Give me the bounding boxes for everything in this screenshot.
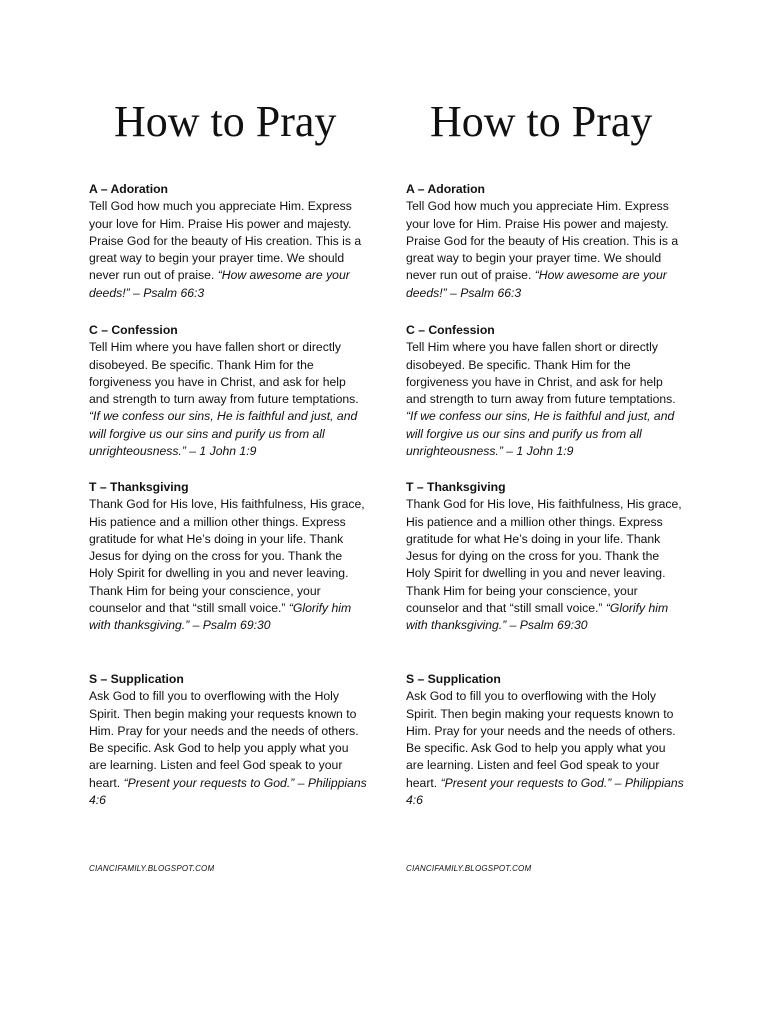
section-body: Tell Him where you have fallen short or directly disobeyed. Be specific. Thank Him for the forgiveness you have in Christ, and ask for help and strength to turn away from future temptations. bbox=[406, 340, 676, 407]
section-heading: C – Confession bbox=[406, 323, 495, 337]
section-body: Tell God how much you appreciate Him. Express your love for Him. Praise His power and majesty. Praise God for the beauty of His creation. This is a great way to begin your prayer time. We should never run out of praise. bbox=[89, 199, 362, 283]
scripture-quote: “Glorify him with thanksgiving.” – Psalm 69:30 bbox=[406, 601, 669, 633]
section-heading: S – Supplication bbox=[89, 672, 184, 686]
section-body: Thank God for His love, His faithfulness, His grace, His patience and a million other things. Express gratitude for what He’s doing in your life. Thank Jesus for dying on the cross for you. Thank the Holy Spirit for dwelling in you and never leaving. Thank Him for being your conscience, your counselor and that “still small voice.” bbox=[406, 497, 682, 616]
page-title: How to Pray bbox=[430, 97, 653, 146]
section-adoration bbox=[406, 181, 686, 302]
scripture-quote: “How awesome are your deeds!” – Psalm 66:3 bbox=[406, 268, 667, 300]
section-supplication bbox=[406, 671, 686, 809]
scripture-quote: “Present your requests to God.” – Philippians 4:6 bbox=[406, 775, 684, 808]
footer-url: CIANCIFAMILY.BLOGSPOT.COM bbox=[406, 864, 532, 873]
section-heading: A – Adoration bbox=[89, 182, 168, 196]
section-thanksgiving bbox=[89, 479, 369, 635]
scripture-quote: “If we confess our sins, He is faithful and just, and will forgive us our sins and purify us from all unrighteousness.” – 1 John 1:9 bbox=[89, 409, 358, 459]
section-heading: A – Adoration bbox=[406, 182, 485, 196]
section-body: Ask God to fill you to overflowing with the Holy Spirit. Then begin making your requests known to Him. Pray for your needs and the needs of others. Be specific. Ask God to help you apply what you are learning. Listen and feel God speak to your heart. bbox=[406, 689, 676, 790]
page-title: How to Pray bbox=[114, 97, 337, 146]
scripture-quote: “Glorify him with thanksgiving.” – Psalm 69:30 bbox=[89, 601, 352, 633]
section-body: Ask God to fill you to overflowing with the Holy Spirit. Then begin making your requests known to Him. Pray for your needs and the needs of others. Be specific. Ask God to help you apply what you are learning. Listen and feel God speak to your heart. bbox=[89, 689, 359, 790]
section-body: Tell Him where you have fallen short or directly disobeyed. Be specific. Thank Him for the forgiveness you have in Christ, and ask for help and strength to turn away from future temptations. bbox=[89, 340, 359, 407]
section-heading: C – Confession bbox=[89, 323, 178, 337]
section-heading: T – Thanksgiving bbox=[406, 480, 506, 494]
scripture-quote: “Present your requests to God.” – Philippians 4:6 bbox=[89, 775, 367, 808]
scripture-quote: “How awesome are your deeds!” – Psalm 66:3 bbox=[89, 268, 350, 300]
footer-url: CIANCIFAMILY.BLOGSPOT.COM bbox=[89, 864, 215, 873]
section-body: Thank God for His love, His faithfulness, His grace, His patience and a million other things. Express gratitude for what He’s doing in your life. Thank Jesus for dying on the cross for you. Thank the Holy Spirit for dwelling in you and never leaving. Thank Him for being your conscience, your counselor and that “still small voice.” bbox=[89, 497, 365, 616]
section-heading: S – Supplication bbox=[406, 672, 501, 686]
section-confession bbox=[406, 322, 686, 460]
section-adoration bbox=[89, 181, 369, 302]
section-confession bbox=[89, 322, 369, 460]
section-heading: T – Thanksgiving bbox=[89, 480, 189, 494]
section-thanksgiving bbox=[406, 479, 686, 635]
section-body: Tell God how much you appreciate Him. Express your love for Him. Praise His power and majesty. Praise God for the beauty of His creation. This is a great way to begin your prayer time. We should never run out of praise. bbox=[406, 199, 679, 283]
scripture-quote: “If we confess our sins, He is faithful and just, and will forgive us our sins and purify us from all unrighteousness.” – 1 John 1:9 bbox=[406, 409, 675, 459]
section-supplication bbox=[89, 671, 369, 809]
